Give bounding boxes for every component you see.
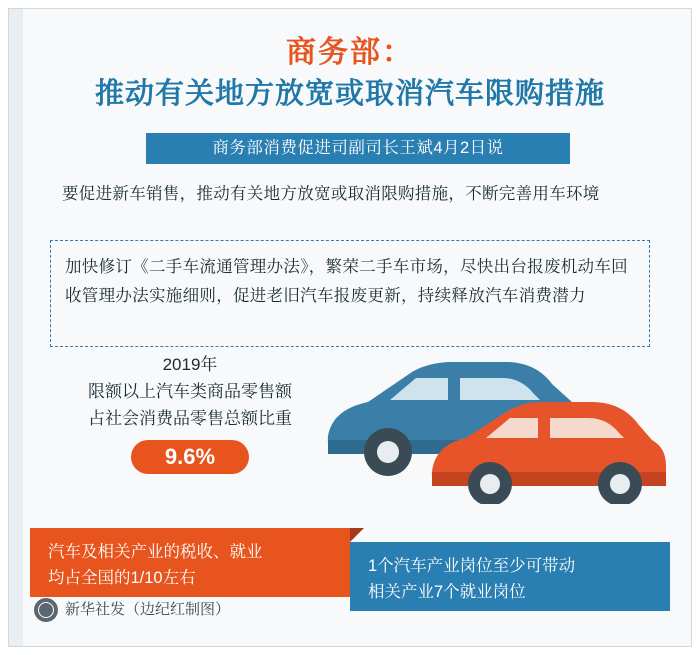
left-accent-bar — [9, 9, 23, 646]
fact-box-blue-line-1: 1个汽车产业岗位至少可带动 — [368, 557, 576, 575]
xinhua-logo-icon — [34, 598, 58, 622]
footer-credit-text: 新华社发（边纪红制图） — [65, 601, 231, 618]
fact-box-orange-line-1: 汽车及相关产业的税收、就业 — [48, 543, 263, 561]
fact-box-blue — [350, 542, 670, 611]
stat-description-line-1: 限额以上汽车类商品零售额 — [88, 382, 292, 401]
fact-box-orange-tail — [350, 528, 364, 542]
title-line-2: 推动有关地方放宽或取消汽车限购措施 — [94, 78, 605, 110]
fact-box-blue-line-2: 相关产业7个就业岗位 — [368, 583, 526, 601]
two-cars-illustration — [320, 344, 670, 504]
fact-box-blue-text — [350, 542, 670, 605]
stat-description-line-2: 占社会消费品零售总额比重 — [88, 409, 292, 428]
stat-year: 2019年 — [162, 355, 218, 374]
fact-box-orange-line-2: 均占全国的1/10左右 — [48, 569, 196, 587]
statistic-block — [45, 352, 335, 474]
page-title — [30, 34, 670, 114]
dashed-callout-box — [50, 240, 650, 347]
stat-value-badge: 9.6% — [131, 440, 249, 474]
fact-box-orange — [30, 528, 350, 597]
paragraph-secondary: 加快修订《二手车流通管理办法》，繁荣二手车市场，尽快出台报废机动车回收管理办法实施细则，促进老旧汽车报废更新，持续释放汽车消费潜力 — [65, 258, 628, 305]
subtitle-ribbon: 商务部消费促进司副司长王斌4月2日说 — [146, 133, 570, 164]
paragraph-primary: 要促进新车销售，推动有关地方放宽或取消限购措施，不断完善用车环境 — [62, 185, 600, 203]
title-line-1: 商务部： — [286, 36, 414, 69]
footer-credit — [34, 598, 230, 622]
fact-box-orange-text — [30, 528, 350, 591]
